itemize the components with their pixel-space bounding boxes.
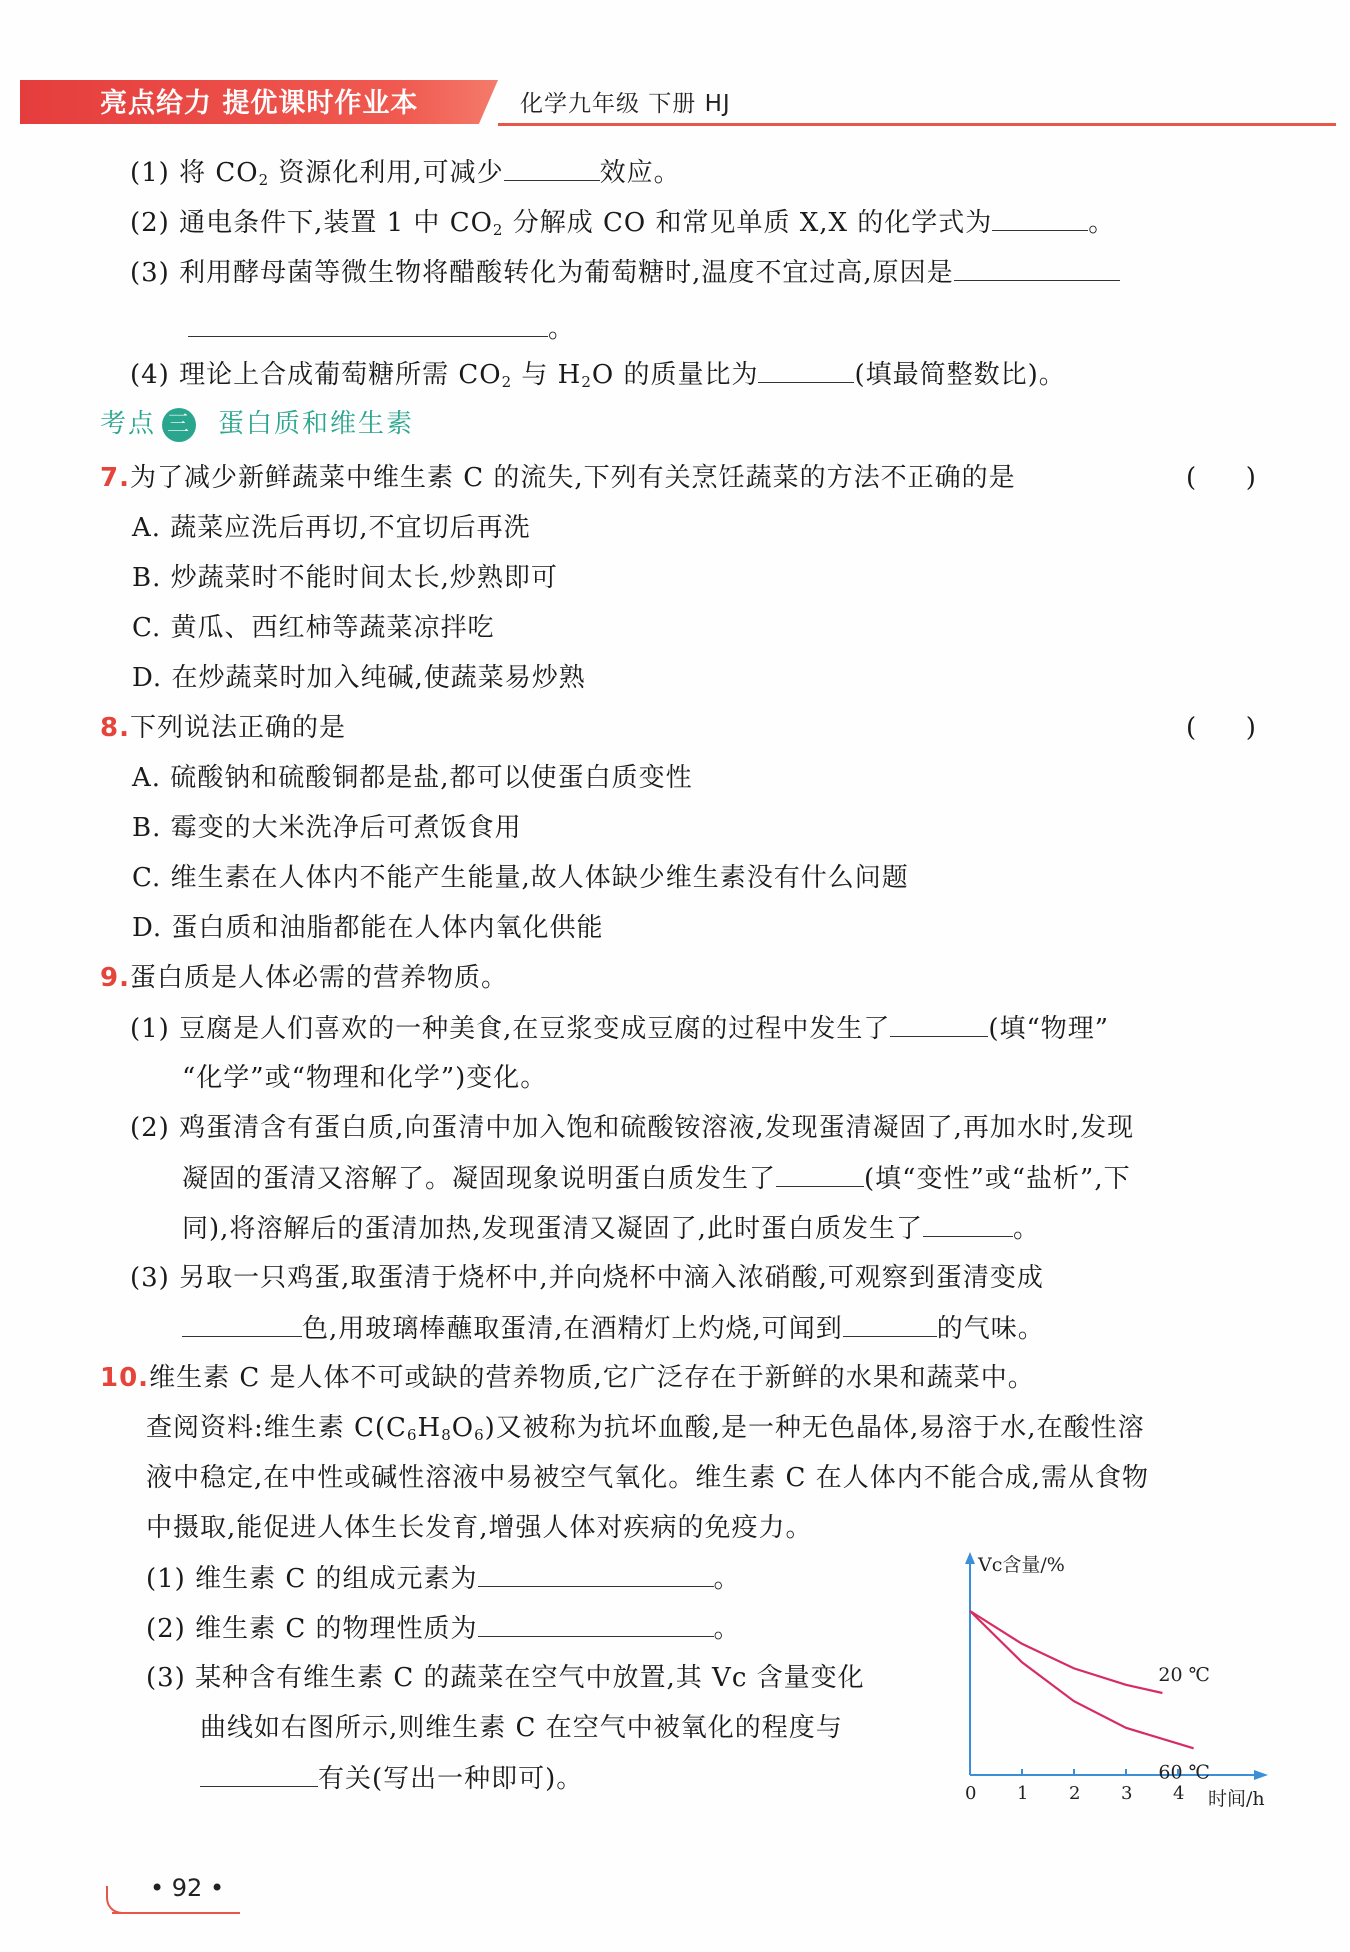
q8-option-b: B. 霉变的大米洗净后可煮饭食用 [132,813,522,843]
q10-info-text-c: O [451,1413,475,1443]
question-text: 蛋白质是人体必需的营养物质。 [129,963,508,993]
header-subtitle: 化学九年级 下册 HJ [520,91,731,117]
q9-part2-cont2 [182,1208,1040,1248]
q6-part1-sub: 2 [258,171,270,189]
q10-info-text-b: H [417,1413,442,1443]
q9-part1-text: (1) 豆腐是人们喜欢的一种美食,在豆浆变成豆腐的过程中发生了 [130,1014,891,1044]
q7-option-d: D. 在炒蔬菜时加入纯碱,使蔬菜易炒熟 [132,663,586,693]
answer-parentheses[interactable]: ( ) [1186,713,1256,743]
q9-part1-cont: “化学”或“物理和化学”)变化。 [182,1063,548,1093]
q6-part4-sub2: 2 [581,373,592,391]
question-text: 为了减少新鲜蔬菜中维生素 C 的流失,下列有关烹饪蔬菜的方法不正确的是 [129,463,1016,493]
section-number-badge: 三 [162,408,196,442]
q9-part2-cont [182,1158,1131,1198]
q9-part2-text-e: 。 [1012,1214,1040,1244]
q9-part2: (2) 鸡蛋清含有蛋白质,向蛋清中加入饱和硫酸铵溶液,发现蛋清凝固了,再加水时,发现 [130,1113,1135,1143]
y-axis-arrow-icon [965,1552,975,1564]
q6-part4-text-d: (填最简整数比)。 [854,360,1066,390]
x-axis-arrow-icon [1254,1770,1268,1780]
answer-parentheses[interactable]: ( ) [1186,463,1256,493]
q8-stem [100,708,346,748]
q10-part2-text: (2) 维生素 C 的物理性质为 [146,1614,478,1644]
answer-blank[interactable] [890,1008,988,1037]
q7-option-b: B. 炒蔬菜时不能时间太长,炒熟即可 [132,563,558,593]
question-number: 7. [100,463,130,493]
q6-part4-text-c: O 的质量比为 [591,360,759,390]
q10-info-3: 中摄取,能促进人体生长发育,增强人体对疾病的免疫力。 [146,1513,813,1543]
q6-part2-text-c: 。 [1088,208,1116,238]
q6-part3-text: (3) 利用酵母菌等微生物将醋酸转化为葡萄糖时,温度不宜过高,原因是 [130,258,954,288]
q10-part3-text-c: 有关(写出一种即可)。 [318,1764,584,1794]
q9-stem [100,958,508,998]
q6-part4-sub: 2 [501,373,513,391]
question-number: 9. [100,963,130,993]
q6-part3 [130,252,1120,292]
q10-info-text-a: 查阅资料:维生素 C(C [146,1413,407,1443]
q9-part3-text-c: 的气味。 [936,1314,1045,1344]
q6-part3-cont [188,308,575,348]
q9-part3-cont [182,1308,1045,1348]
y-axis-label: Vc含量/% [978,1554,1065,1576]
q10-info-sub3: 6 [474,1426,485,1444]
q9-part1 [130,1008,1109,1048]
q9-part3: (3) 另取一只鸡蛋,取蛋清于烧杯中,并向烧杯中滴入浓硝酸,可观察到蛋清变成 [130,1263,1044,1293]
x-tick-label: 4 [1173,1783,1185,1804]
x-tick-label: 2 [1069,1783,1081,1804]
q10-part1-text: (1) 维生素 C 的组成元素为 [146,1564,478,1594]
q10-part1 [146,1558,741,1598]
answer-blank[interactable] [992,202,1088,231]
q6-part4-text-b: 与 H [512,360,582,390]
section-prefix: 考点 [100,409,157,439]
q6-part3-end: 。 [548,314,576,344]
q10-info-1 [146,1408,1145,1448]
q10-stem [100,1358,1035,1398]
q6-part2-text-a: (2) 通电条件下,装置 1 中 CO [130,208,493,238]
q10-part1-end: 。 [713,1564,741,1594]
question-number: 10. [100,1363,150,1393]
q7-stem [100,458,1016,498]
header-rule [498,123,1336,126]
q10-info-text-d: )又被称为抗坏血酸,是一种无色晶体,易溶于水,在酸性溶 [484,1413,1145,1443]
q7-option-a: A. 蔬菜应洗后再切,不宜切后再洗 [132,513,531,543]
q6-part4 [130,354,1066,394]
answer-blank[interactable] [923,1208,1013,1237]
q6-part4-text-a: (4) 理论上合成葡萄糖所需 CO [130,360,502,390]
series-label-20c: 20 ℃ [1158,1664,1210,1686]
answer-blank[interactable] [478,1558,714,1587]
x-tick-label: 1 [1017,1783,1029,1804]
x-tick-label: 0 [965,1783,977,1804]
q9-part2-text-c: (填“变性”或“盐析”,下 [864,1164,1131,1194]
q9-part2-text-b: 凝固的蛋清又溶解了。凝固现象说明蛋白质发生了 [182,1164,777,1194]
q9-part2-text-d: 同),将溶解后的蛋清加热,发现蛋清又凝固了,此时蛋白质发生了 [182,1214,923,1244]
x-tick-label: 3 [1121,1783,1133,1804]
section-title: 蛋白质和维生素 [218,409,415,439]
q6-part1-text-a: (1) 将 CO [130,158,259,188]
answer-blank[interactable] [954,252,1120,281]
q8-option-a: A. 硫酸钠和硫酸铜都是盐,都可以使蛋白质变性 [132,763,693,793]
q9-part3-text-b: 色,用玻璃棒蘸取蛋清,在酒精灯上灼烧,可闻到 [302,1314,843,1344]
vc-content-chart [950,1550,1290,1815]
q10-part2-end: 。 [713,1614,741,1644]
answer-blank[interactable] [843,1308,937,1337]
q6-part2-sub: 2 [492,221,504,239]
q10-part3: (3) 某种含有维生素 C 的蔬菜在空气中放置,其 Vc 含量变化 [146,1663,865,1693]
question-number: 8. [100,713,130,743]
q6-part2 [130,202,1115,242]
q6-part2-text-b: 分解成 CO 和常见单质 X,X 的化学式为 [503,208,993,238]
q6-part1-text-b: 资源化利用,可减少 [269,158,504,188]
answer-blank[interactable] [758,354,854,383]
answer-blank[interactable] [478,1608,714,1637]
q9-part1-hint: (填“物理” [988,1014,1110,1044]
q10-part2 [146,1608,741,1648]
header-title: 亮点给力 提优课时作业本 [100,88,419,119]
footer-rule [112,1912,240,1914]
x-axis-label: 时间/h [1208,1788,1265,1810]
question-text: 维生素 C 是人体不可或缺的营养物质,它广泛存在于新鲜的水果和蔬菜中。 [149,1363,1035,1393]
q10-info-sub1: 6 [406,1426,418,1444]
section-heading [100,404,414,444]
q10-part3-cont2 [200,1758,583,1798]
series-curve-20c [970,1611,1162,1693]
answer-blank[interactable] [504,152,600,181]
q7-option-c: C. 黄瓜、西红柿等蔬菜凉拌吃 [132,613,495,643]
answer-blank[interactable] [200,1758,318,1787]
question-text: 下列说法正确的是 [129,713,346,743]
answer-blank[interactable] [188,308,548,337]
answer-blank[interactable] [776,1158,864,1187]
q10-info-2: 液中稳定,在中性或碱性溶液中易被空气氧化。维生素 C 在人体内不能合成,需从食物 [146,1463,1149,1493]
footer-ornament [106,1886,132,1914]
series-label-60c: 60 ℃ [1158,1761,1210,1784]
q6-part1 [130,152,681,192]
q6-part1-text-c: 效应。 [599,158,681,188]
answer-blank[interactable] [182,1308,302,1337]
q10-info-sub2: 8 [441,1426,452,1444]
q10-part3-cont: 曲线如右图所示,则维生素 C 在空气中被氧化的程度与 [200,1713,843,1743]
q8-option-d: D. 蛋白质和油脂都能在人体内氧化供能 [132,913,604,943]
page-number: • 92 • [150,1874,225,1902]
q8-option-c: C. 维生素在人体内不能产生能量,故人体缺少维生素没有什么问题 [132,863,909,893]
